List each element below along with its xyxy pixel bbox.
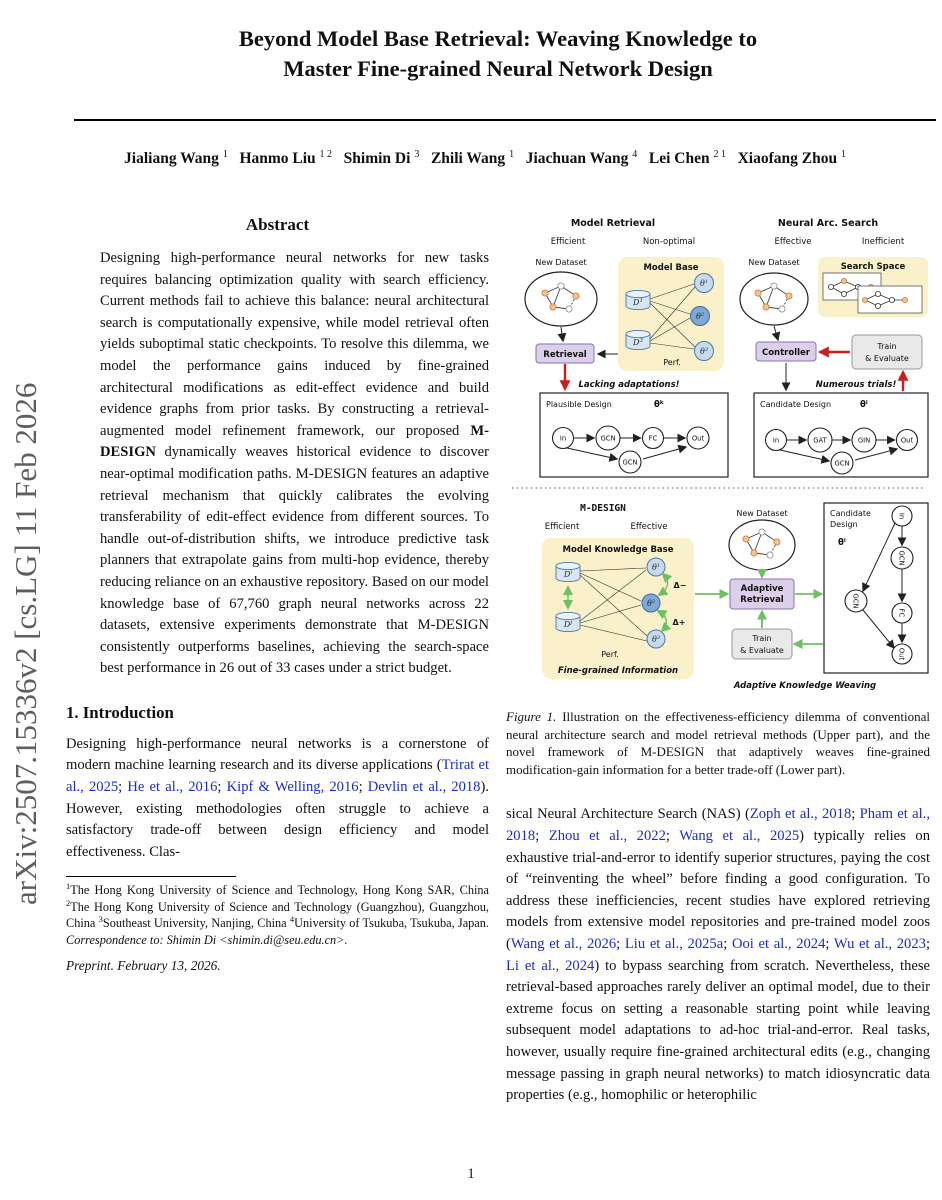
efficient-label: Efficient	[550, 237, 586, 247]
text-segment	[514, 150, 526, 167]
theta3-label: $\theta^3$	[699, 347, 709, 356]
text-segment: ;	[217, 779, 227, 796]
superscript: 4	[289, 914, 295, 925]
superscript: 1 2	[319, 148, 333, 160]
title-line-2: Master Fine-grained Neural Network Design	[283, 56, 713, 81]
dataset-dj-label: $D^j$	[563, 620, 573, 629]
text-segment: ;	[851, 806, 860, 823]
page-number: 1	[467, 1166, 475, 1182]
non-optimal-label: Non-optimal	[642, 237, 696, 247]
citation-link[interactable]: Zhou et al., 2022	[548, 827, 666, 844]
dataset-d1-label: $D^1$	[633, 298, 643, 307]
plausible-design-theta: $\theta^k$	[654, 400, 664, 410]
text-segment: Designing high-performance neural networks is a cornerstone of modern machine learning research and its diverse applications (	[66, 735, 489, 774]
superscript: 1	[840, 148, 846, 160]
evaluate-label-1: & Evaluate	[865, 354, 909, 363]
perf-label-1: Perf.	[663, 358, 681, 367]
text-segment	[726, 150, 738, 167]
theta2-label: $\theta^2$	[695, 312, 705, 321]
new-dataset-ellipse-3	[729, 520, 795, 570]
new-dataset-label-3: New Dataset	[736, 509, 788, 518]
svg-text:GCN: GCN	[834, 459, 850, 468]
paper-title	[66, 24, 930, 84]
fine-grained-caption: Fine-grained Information	[557, 666, 679, 676]
text-segment: Illustration on the effectiveness-efficiency dilemma of conventional neural architecture search and model retrieval methods (Upper part), and the novel framework of M-DESIGN that adaptively weaves fine-grained modification-gain information for a better trade-off (Lower part).	[506, 709, 930, 777]
candidate-design-label-1: Candidate Design	[760, 400, 832, 409]
text-segment: Xiaofang Zhou	[737, 150, 838, 167]
perf-label-2: Perf.	[601, 650, 619, 659]
text-segment	[332, 150, 344, 167]
superscript: 2	[66, 897, 71, 908]
text-segment: Designing high-performance neural networks for new tasks requires balancing optimization quality with search efficiency. Current methods fail to achieve this balance: neural architectural search is computationally expensive, while model retrieval often yields suboptimal static checkpoints. To resolve this dilemma, we model the performance gains induced by fine-grained architectural modifications as edit-effect evidence and build evidence graphs from prior tasks. By constructing a retrieval-augmented model refinement framework, our proposed	[100, 250, 489, 439]
numerous-trials-warning: Numerous trials!	[815, 380, 897, 390]
header-rule	[74, 119, 936, 121]
abstract-text	[100, 248, 489, 680]
intro-continued-paragraph	[506, 804, 930, 1106]
search-space-label: Search Space	[840, 262, 906, 272]
affiliations-footnote	[66, 882, 489, 948]
adaptive-label: Adaptive	[740, 584, 784, 594]
citation-link[interactable]: Zoph et al., 2018	[749, 806, 852, 823]
svg-text:Out: Out	[691, 434, 705, 443]
text-segment: Shimin Di	[343, 150, 411, 167]
authors-line	[40, 150, 930, 168]
introduction-paragraph	[66, 734, 489, 864]
candidate-design-label-2b: Design	[830, 520, 858, 529]
superscript: 1	[509, 148, 515, 160]
controller-label: Controller	[761, 348, 811, 358]
superscript: 3	[414, 148, 420, 160]
text-segment: ;	[665, 827, 680, 844]
svg-text:Out: Out	[900, 436, 914, 445]
figure-caption	[506, 708, 930, 778]
model-retrieval-panel	[525, 218, 728, 477]
text-segment: ;	[118, 779, 128, 796]
figure-1-diagram	[506, 211, 930, 695]
text-segment: ;	[616, 935, 625, 952]
superscript: 1	[66, 881, 71, 892]
knowledge-base-label: Model Knowledge Base	[562, 545, 674, 555]
text-segment: dynamically weaves historical evidence to discover near-optimal modification paths. M-DESIGN features an adaptive retrieval mechanism that quickly calibrates the evolving transferability of edit-effect evidence from different sources. To handle out-of-distribution shifts, we introduce predictive task planners that extrapolate gains from multi-hop evidence, thereby reducing reliance on an exhaustive repository. Based on our model knowledge base of 67,760 graph neural networks across 22 datasets, extensive experiments demonstrate that M-DESIGN consistently outperforms baselines, achieving the search-space best performance in 26 out of 33 cases under a strict budget.	[100, 444, 489, 677]
text-segment: Jialiang Wang	[124, 150, 219, 167]
svg-text:Out: Out	[897, 647, 906, 661]
text-segment: ;	[535, 827, 549, 844]
citation-link[interactable]: Wang et al., 2025	[679, 827, 800, 844]
superscript: 1	[222, 148, 228, 160]
text-segment: The Hong Kong University of Science and Technology (Guangzhou), Guangzhou, China	[66, 899, 489, 931]
new-dataset-ellipse-1	[525, 272, 597, 326]
text-segment: ). However, existing methodologies often struggle to achieve a satisfactory trade-off between design efficiency and model effectiveness. Clas-	[66, 779, 489, 860]
text-segment: sical Neural Architecture Search (NAS) (	[506, 806, 750, 823]
inefficient-label: Inefficient	[861, 237, 905, 247]
text-segment: ;	[723, 935, 732, 952]
preprint-note: Preprint. February 13, 2026.	[66, 958, 221, 974]
abstract-heading: Abstract	[245, 215, 310, 234]
text-segment: Hanmo Liu	[239, 150, 316, 167]
retrieval-label-2: Retrieval	[740, 595, 784, 605]
effective-label-2: Effective	[630, 522, 668, 532]
plausible-design-label: Plausible Design	[546, 400, 612, 409]
retrieval-label: Retrieval	[543, 350, 587, 360]
svg-text:FC: FC	[897, 608, 906, 618]
candidate-design-theta-1: $\theta^i$	[860, 400, 868, 410]
m-design-panel	[542, 503, 928, 691]
text-segment: Southeast University, Nanjing, China	[102, 916, 290, 931]
citation-link[interactable]: Wang et al., 2026	[510, 935, 617, 952]
text-segment: The Hong Kong University of Science and Technology, Hong Kong SAR, China	[70, 883, 489, 898]
nas-title: Neural Arc. Search	[777, 218, 879, 229]
nas-panel	[740, 218, 928, 477]
citation-link[interactable]: Trirat et al., 2025	[66, 757, 490, 796]
arxiv-watermark: arXiv:2507.15336v2 [cs.LG] 11 Feb 2026	[8, 382, 43, 905]
citation-link[interactable]: He et al., 2016	[127, 779, 218, 796]
theta2-label-kb: $\theta^2$	[646, 598, 656, 608]
section-heading-introduction: 1. Introduction	[66, 702, 174, 722]
text-segment	[419, 150, 431, 167]
citation-link[interactable]: Li et al., 2024	[506, 957, 595, 974]
svg-text:FC: FC	[648, 434, 658, 443]
text-segment: ;	[825, 935, 834, 952]
text-segment: University of Tsukuba, Tsukuba, Japan.	[294, 916, 489, 931]
m-design-title: M-DESIGN	[580, 503, 626, 514]
citation-link[interactable]: Liu et al., 2025a	[624, 935, 724, 952]
efficient-label-2: Efficient	[544, 522, 580, 532]
text-segment	[228, 150, 240, 167]
text-segment: ;	[925, 935, 930, 952]
svg-text:GCN: GCN	[600, 434, 616, 443]
new-dataset-label-1: New Dataset	[535, 258, 587, 267]
dataset-di-label: $D^i$	[563, 570, 573, 579]
left-column	[66, 213, 489, 974]
citation-link[interactable]: Ooi et al., 2024	[731, 935, 826, 952]
new-dataset-label-2: New Dataset	[748, 258, 800, 267]
dataset-d3-label: $D^3$	[633, 338, 643, 347]
text-segment: ;	[358, 779, 368, 796]
text-segment: ) typically relies on exhaustive trial-and-error to identify superior structures, paying the cost of “reinventing the wheel” before finding a good configuration. To address these inefficiencies, recent studies have explored retrieving models from extensive model repositories and pre-trained model zoos (	[506, 827, 930, 952]
candidate-design-theta-2: $\theta^i$	[838, 538, 846, 548]
svg-text:GCN: GCN	[622, 458, 638, 467]
svg-text:In: In	[772, 436, 780, 445]
citation-link[interactable]: Kipf & Welling, 2016	[226, 779, 359, 796]
text-segment: Zhili Wang	[430, 150, 506, 167]
arrow-dataset-to-retrieval	[561, 327, 563, 341]
title-line-1: Beyond Model Base Retrieval: Weaving Knowledge to	[238, 26, 758, 51]
text-segment: Correspondence to: Shimin Di <shimin.di@seu.edu.cn>.	[66, 932, 348, 947]
delta-plus-label: Δ+	[672, 618, 686, 627]
text-segment: Figure 1.	[506, 709, 557, 724]
svg-text:In: In	[559, 434, 567, 443]
superscript: 3	[98, 914, 103, 925]
theta1-label: $\theta^1$	[699, 279, 709, 288]
train-label-1: Train	[877, 342, 897, 351]
model-base-label: Model Base	[643, 263, 699, 273]
adaptive-weaving-caption: Adaptive Knowledge Weaving	[733, 681, 877, 691]
citation-link[interactable]: Devlin et al., 2018	[367, 779, 481, 796]
text-segment	[637, 150, 649, 167]
train-evaluate-box-1	[852, 335, 922, 369]
train-label-2: Train	[752, 634, 772, 643]
superscript: 4	[632, 148, 638, 160]
new-dataset-ellipse-2	[740, 273, 808, 325]
text-segment: Jiachuan Wang	[525, 150, 629, 167]
text-segment: Lei Chen	[648, 150, 710, 167]
text-segment: ) to bypass searching from scratch. Nevertheless, these retrieval-based approaches rarely deliver an optimal model, due to their extreme focus on setting a reasonable starting point while leaving subsequent model adaptations to ad-hoc trial-and-error. Real tasks, however, usually require fine-grained architectural edits (e.g., changing message passing in graph neural networks) to match idiosyncratic data properties (e.g., homophilic or heterophilic	[506, 957, 930, 1104]
model-retrieval-title: Model Retrieval	[570, 218, 656, 229]
arrow-dataset-to-controller	[774, 326, 778, 340]
figure-1	[506, 211, 930, 700]
text-segment: M-DESIGN	[100, 422, 489, 461]
svg-text:GAT: GAT	[813, 436, 827, 445]
theta1-label-kb: $\theta^1$	[651, 562, 661, 572]
evaluate-label-2: & Evaluate	[740, 646, 784, 655]
svg-text:GIN: GIN	[857, 436, 871, 445]
effective-label: Effective	[774, 237, 812, 247]
delta-minus-label: Δ−	[673, 581, 687, 590]
svg-text:GCN: GCN	[851, 593, 860, 609]
candidate-design-label-2a: Candidate	[830, 509, 871, 518]
footnote-rule	[66, 876, 236, 877]
svg-text:GCN: GCN	[897, 550, 906, 566]
lacking-adaptations-warning: Lacking adaptations!	[578, 380, 680, 390]
citation-link[interactable]: Pham et al., 2018	[506, 806, 930, 844]
citation-link[interactable]: Wu et al., 2023	[833, 935, 926, 952]
theta3-label-kb: $\theta^3$	[651, 634, 661, 644]
svg-text:In: In	[897, 512, 906, 520]
right-column	[506, 211, 930, 1107]
superscript: 2 1	[713, 148, 726, 160]
